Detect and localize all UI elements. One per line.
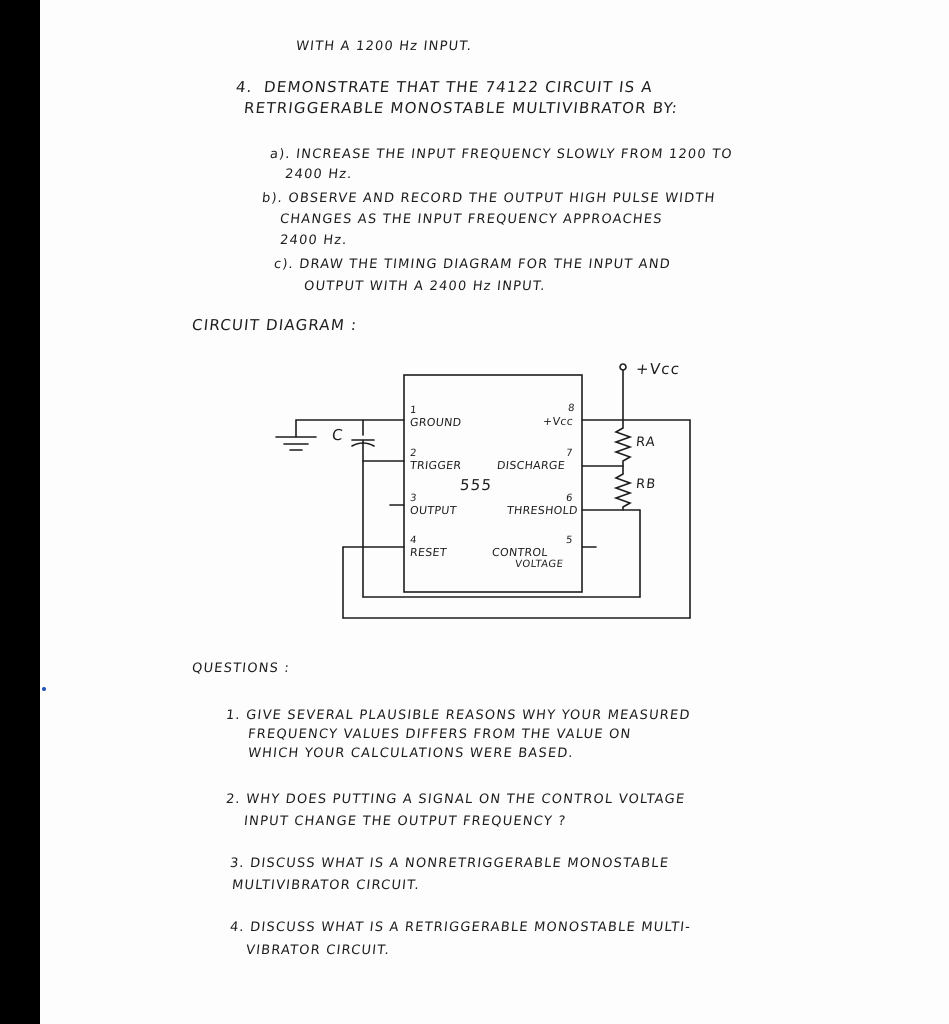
circuit-heading: CIRCUIT DIAGRAM : bbox=[191, 316, 359, 334]
pin8-number: 8 bbox=[567, 403, 576, 414]
pin1-number: 1 bbox=[409, 405, 418, 416]
resistor-rb bbox=[616, 466, 630, 510]
item4-c-line2: OUTPUT WITH A 2400 Hz INPUT. bbox=[303, 279, 547, 294]
pin2-number: 2 bbox=[409, 448, 418, 459]
pin5-name-line2: VOLTAGE bbox=[514, 559, 564, 570]
capacitor-label: C bbox=[331, 426, 345, 444]
resistor-ra bbox=[616, 420, 630, 466]
pin4-name: RESET bbox=[409, 546, 448, 559]
item4-b-line3: 2400 Hz. bbox=[279, 233, 349, 248]
vcc-label: +Vcc bbox=[635, 360, 682, 378]
q3-line2: MULTIVIBRATOR CIRCUIT. bbox=[231, 878, 421, 893]
q1-line2: FREQUENCY VALUES DIFFERS FROM THE VALUE ON bbox=[247, 727, 633, 742]
pin2-name: TRIGGER bbox=[409, 459, 463, 472]
pin3-number: 3 bbox=[409, 493, 418, 504]
vcc-terminal bbox=[620, 364, 626, 370]
item4-line2: RETRIGGERABLE MONOSTABLE MULTIVIBRATOR BY: bbox=[243, 99, 679, 117]
pin8-name: +Vcc bbox=[542, 415, 574, 428]
item4-line1: DEMONSTRATE THAT THE 74122 CIRCUIT IS A bbox=[263, 78, 654, 96]
q4-line1: 4. DISCUSS WHAT IS A RETRIGGERABLE MONOSTABLE MULTI- bbox=[229, 920, 692, 935]
item4-number: 4. bbox=[235, 78, 254, 96]
pin7-name: DISCHARGE bbox=[496, 459, 566, 472]
item4-b-line2: CHANGES AS THE INPUT FREQUENCY APPROACHES bbox=[279, 212, 664, 227]
ra-label: RA bbox=[635, 435, 657, 450]
pin3-name: OUTPUT bbox=[409, 504, 458, 517]
q4-line2: VIBRATOR CIRCUIT. bbox=[245, 943, 391, 958]
pin4-number: 4 bbox=[409, 535, 418, 546]
pin5-name-line1: CONTROL bbox=[491, 546, 549, 559]
item4-a-line2: 2400 Hz. bbox=[284, 167, 354, 182]
q3-line1: 3. DISCUSS WHAT IS A NONRETRIGGERABLE MONOSTABLE bbox=[229, 856, 670, 871]
q1-line1: 1. GIVE SEVERAL PLAUSIBLE REASONS WHY YOUR MEASURED bbox=[225, 708, 692, 723]
intro-line: WITH A 1200 Hz INPUT. bbox=[295, 39, 473, 54]
questions-heading: QUESTIONS : bbox=[191, 661, 291, 676]
q2-line1: 2. WHY DOES PUTTING A SIGNAL ON THE CONTROL VOLTAGE bbox=[225, 792, 687, 807]
q1-line3: WHICH YOUR CALCULATIONS WERE BASED. bbox=[247, 746, 575, 761]
pin1-name: GROUND bbox=[409, 416, 463, 429]
chip-555-label: 555 bbox=[459, 476, 494, 494]
rb-label: RB bbox=[635, 477, 658, 492]
item4-b-line1: b). OBSERVE AND RECORD THE OUTPUT HIGH PULSE WIDTH bbox=[261, 191, 717, 206]
q2-line2: INPUT CHANGE THE OUTPUT FREQUENCY ? bbox=[243, 814, 568, 829]
pin6-number: 6 bbox=[565, 493, 574, 504]
pin6-name: THRESHOLD bbox=[506, 504, 579, 517]
item4-c-line1: c). DRAW THE TIMING DIAGRAM FOR THE INPUT AND bbox=[273, 257, 672, 272]
item4-a-line1: a). INCREASE THE INPUT FREQUENCY SLOWLY FROM 1200 TO bbox=[269, 147, 734, 162]
pin7-number: 7 bbox=[565, 448, 574, 459]
pin5-number: 5 bbox=[565, 535, 574, 546]
